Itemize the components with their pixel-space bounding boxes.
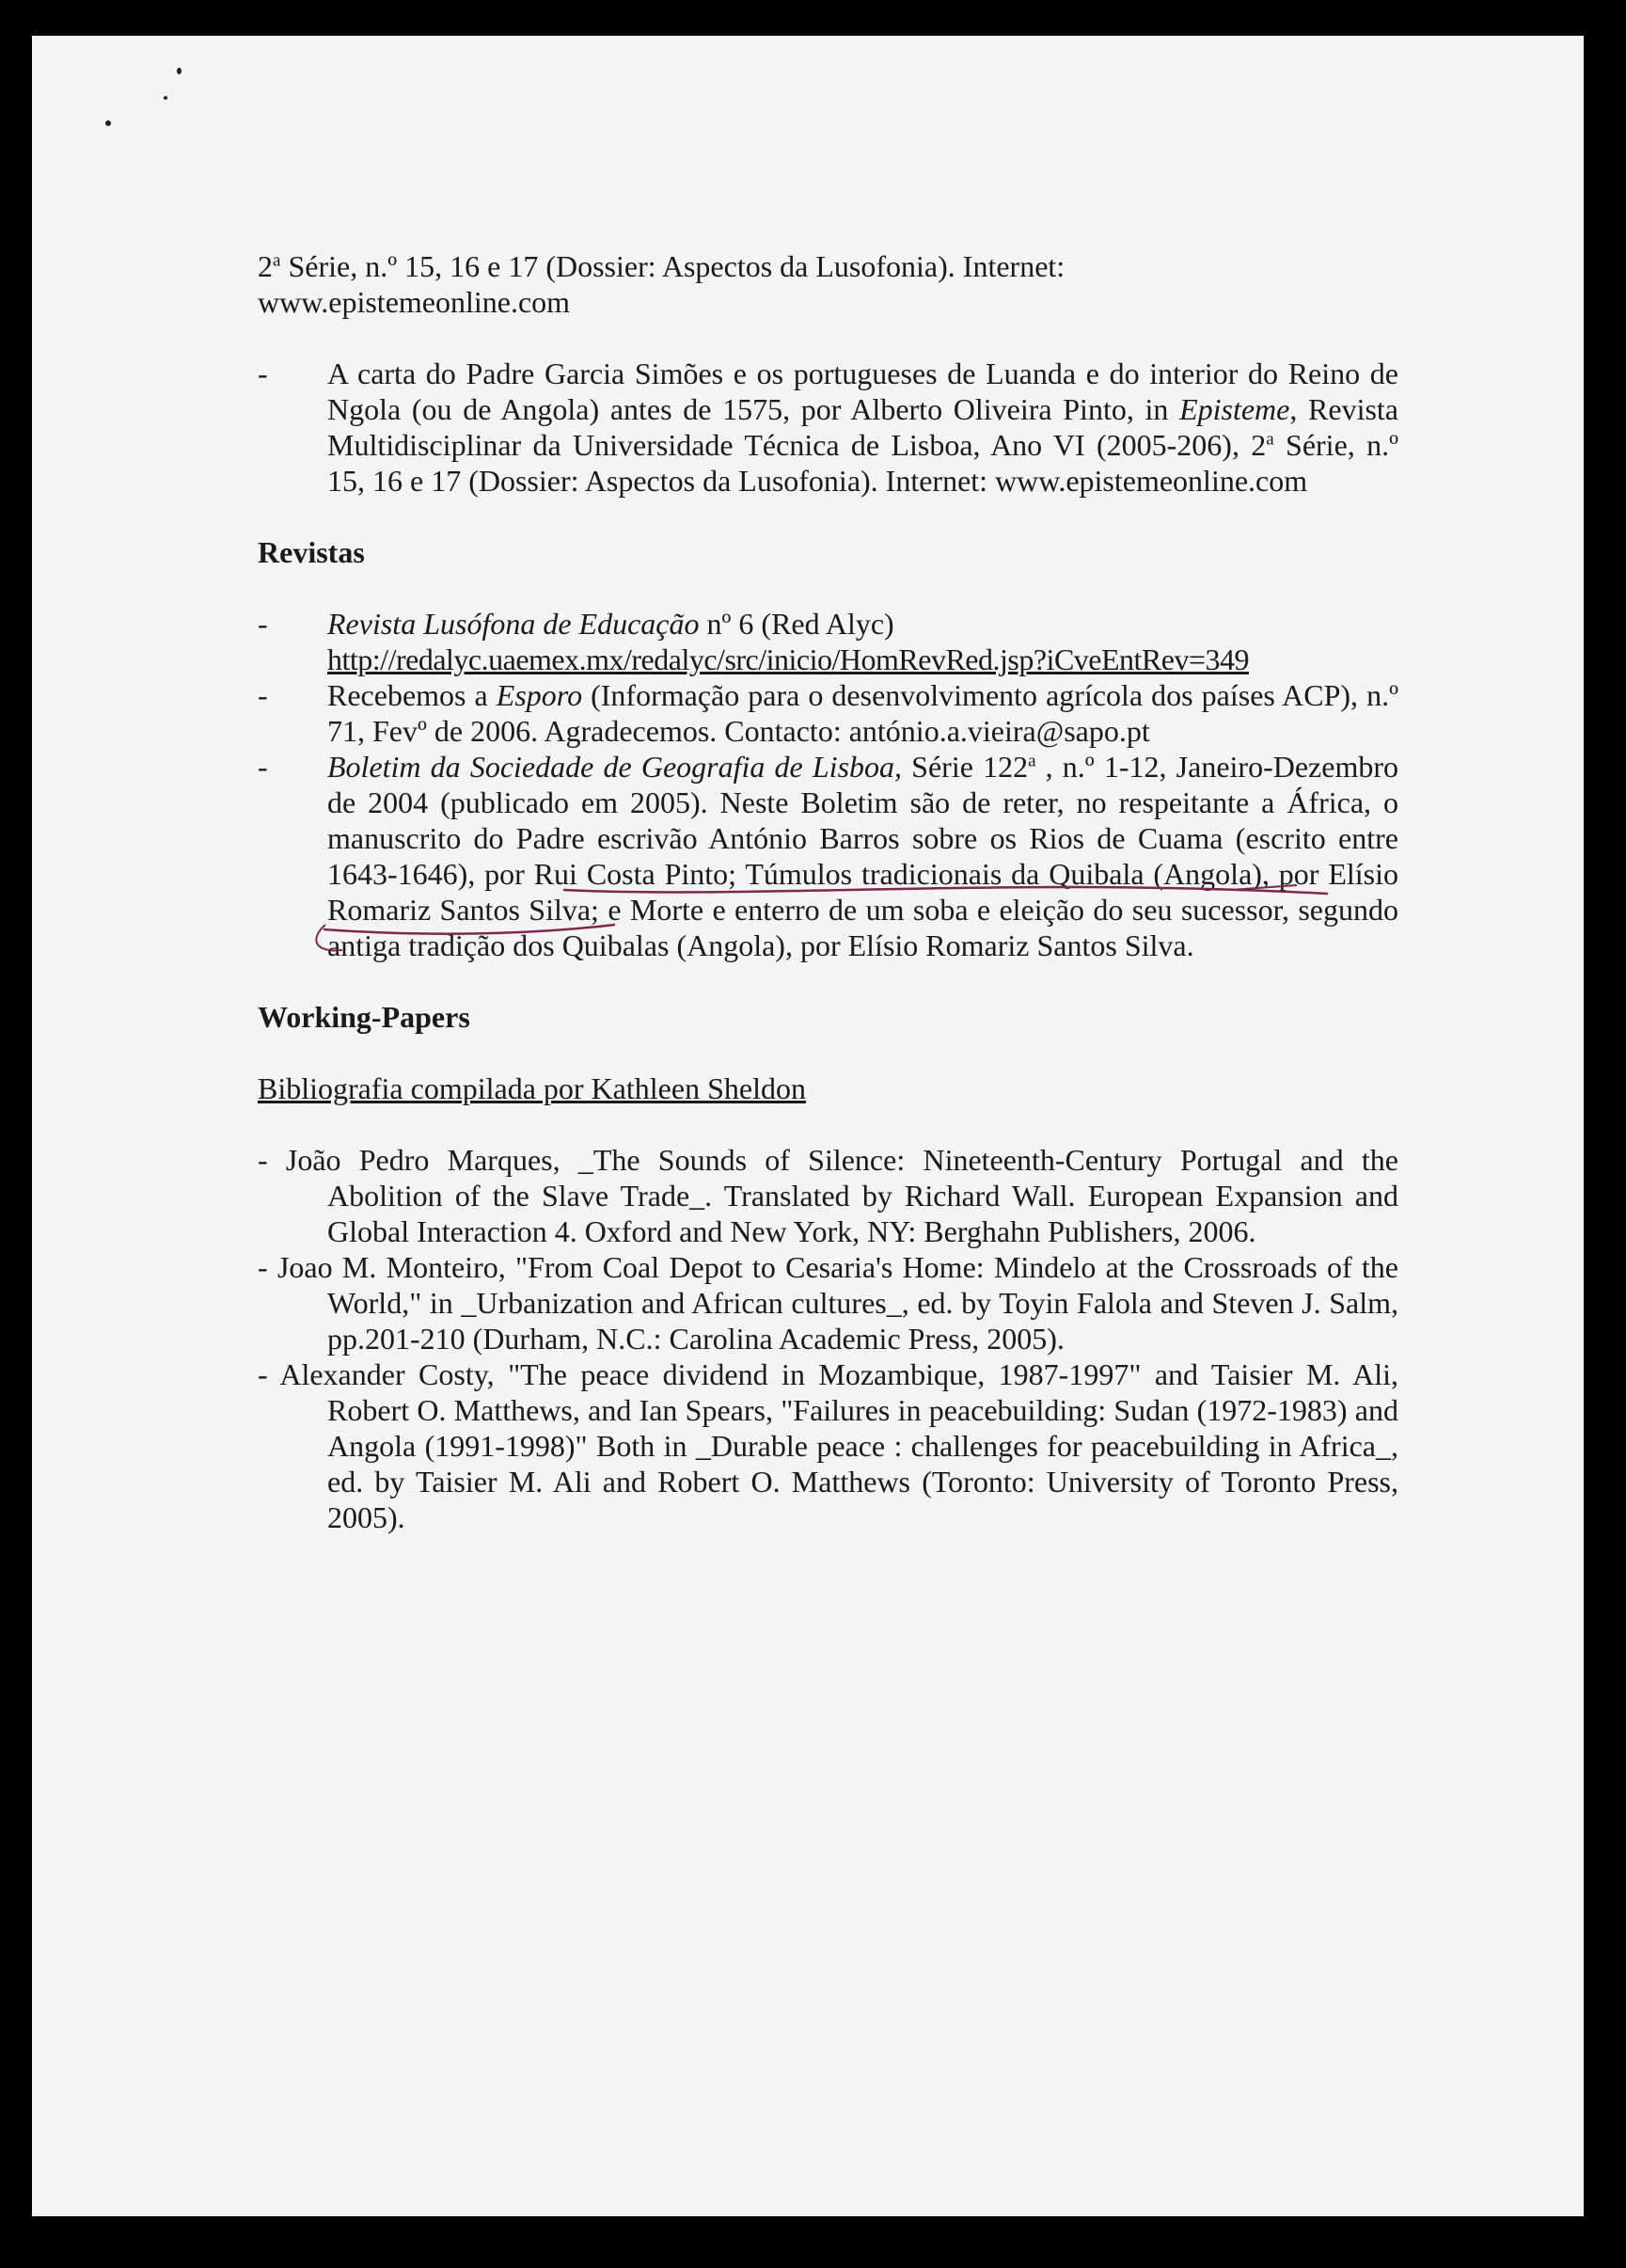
text: (Informação para o desenvolvimento agrícola dos países ACP), n.º 71, Fevº de 2006. Agradecemos. Contacto: antónio.a.vieira@sapo.pt [327, 678, 1399, 748]
superscript: a [273, 250, 281, 271]
bibliography-entry [258, 1142, 1398, 1249]
section-heading-revistas: Revistas [258, 535, 365, 569]
continuation-url: www.epistemeonline.com [258, 285, 571, 319]
text: A carta do Padre Garcia Simões e os portugueses de Luanda e do interior do Reino de Ngola (ou de Angola) antes de 1575, por Alberto Oliveira Pinto, in [327, 357, 1398, 426]
entry-text: - Joao M. Monteiro, "From Coal Depot to Cesaria's Home: Mindelo at the Crossroads of the World," in _Urbanization and African cultures_, ed. by Toyin Falola and Steven J. Salm, pp.201-210 (Durham, N.C.: Carolina Academic Press, 2005). [258, 1250, 1398, 1356]
bibliography-entry [258, 1356, 1398, 1535]
list-item [258, 356, 1398, 499]
section-heading-working-papers: Working-Papers [258, 1000, 470, 1034]
bullet-dash: - [258, 607, 268, 641]
entry-text: - João Pedro Marques, _The Sounds of Silence: Nineteenth-Century Portugal and the Abolition of the Slave Trade_. Translated by Richard Wall. European Expansion and Global Interaction 4. Oxford and New York, NY: Berghahn Publishers, 2006. [258, 1143, 1398, 1248]
scan-speck [164, 96, 167, 100]
text: Série, n.º 15, 16 e 17 (Dossier: Aspectos da Lusofonia). Internet: [280, 249, 1066, 283]
text: , n.º 1-12, Janeiro-Dezembro de 2004 (publicado em 2005). Neste Boletim são de reter, no respeitante a África, o manuscrito do Padre escrivão António Barros sobre os Rios de Cuama (escrito entre 1643-1646), por Rui Costa Pinto; Túmulos tradicionais da Quibala (Angola), por Elísio Romariz Santos Silva; e Morte e enterro de um soba e eleição do seu sucessor, segundo antiga tradição dos Quibalas (Angola), por Elísio Romariz Santos Silva. [327, 750, 1398, 962]
scan-speck [177, 68, 182, 74]
journal-title: Revista Lusófona de Educação [327, 607, 700, 641]
text: Série 122 [902, 750, 1029, 784]
text: , Revista Multidisciplinar da Universidade Técnica de Lisboa, Ano VI (2005-206), 2 [327, 392, 1399, 462]
scan-speck [105, 120, 111, 126]
journal-link[interactable]: http://redalyc.uaemex.mx/redalyc/src/inicio/HomRevRed.jsp?iCveEntRev=349 [327, 642, 1250, 676]
continuation-line [258, 248, 1398, 284]
superscript: a [1266, 429, 1274, 450]
text: 2 [258, 249, 273, 283]
bullet-dash: - [258, 357, 268, 390]
journal-title: Esporo [496, 678, 583, 712]
text: Série, n.º 15, 16 e 17 (Dossier: Aspectos da Lusofonia). Internet: www.epistemeonline.com [327, 428, 1399, 498]
list-item [258, 606, 1398, 677]
bullet-dash: - [258, 750, 268, 784]
subheading-bibliography: Bibliografia compilada por Kathleen Sheldon [258, 1071, 806, 1105]
document-body [258, 248, 1398, 1535]
journal-title: Episteme [1179, 392, 1290, 426]
bullet-dash: - [258, 678, 268, 712]
superscript: a [1028, 751, 1036, 771]
list-item [258, 677, 1398, 749]
list-item [258, 749, 1398, 963]
document-page [32, 36, 1584, 2216]
bibliography-entry [258, 1249, 1398, 1356]
entry-text: - Alexander Costy, "The peace dividend in Mozambique, 1987-1997" and Taisier M. Ali, Robert O. Matthews, and Ian Spears, "Failures in peacebuilding: Sudan (1972-1983) and Angola (1991-1998)" Both in _Durable peace : challenges for peacebuilding in Africa_, ed. by Taisier M. Ali and Robert O. Matthews (Toronto: University of Toronto Press, 2005). [258, 1357, 1398, 1534]
text: Recebemos a [327, 678, 497, 712]
text: nº 6 (Red Alyc) [699, 607, 894, 641]
journal-title: Boletim da Sociedade de Geografia de Lisboa, [327, 750, 903, 784]
